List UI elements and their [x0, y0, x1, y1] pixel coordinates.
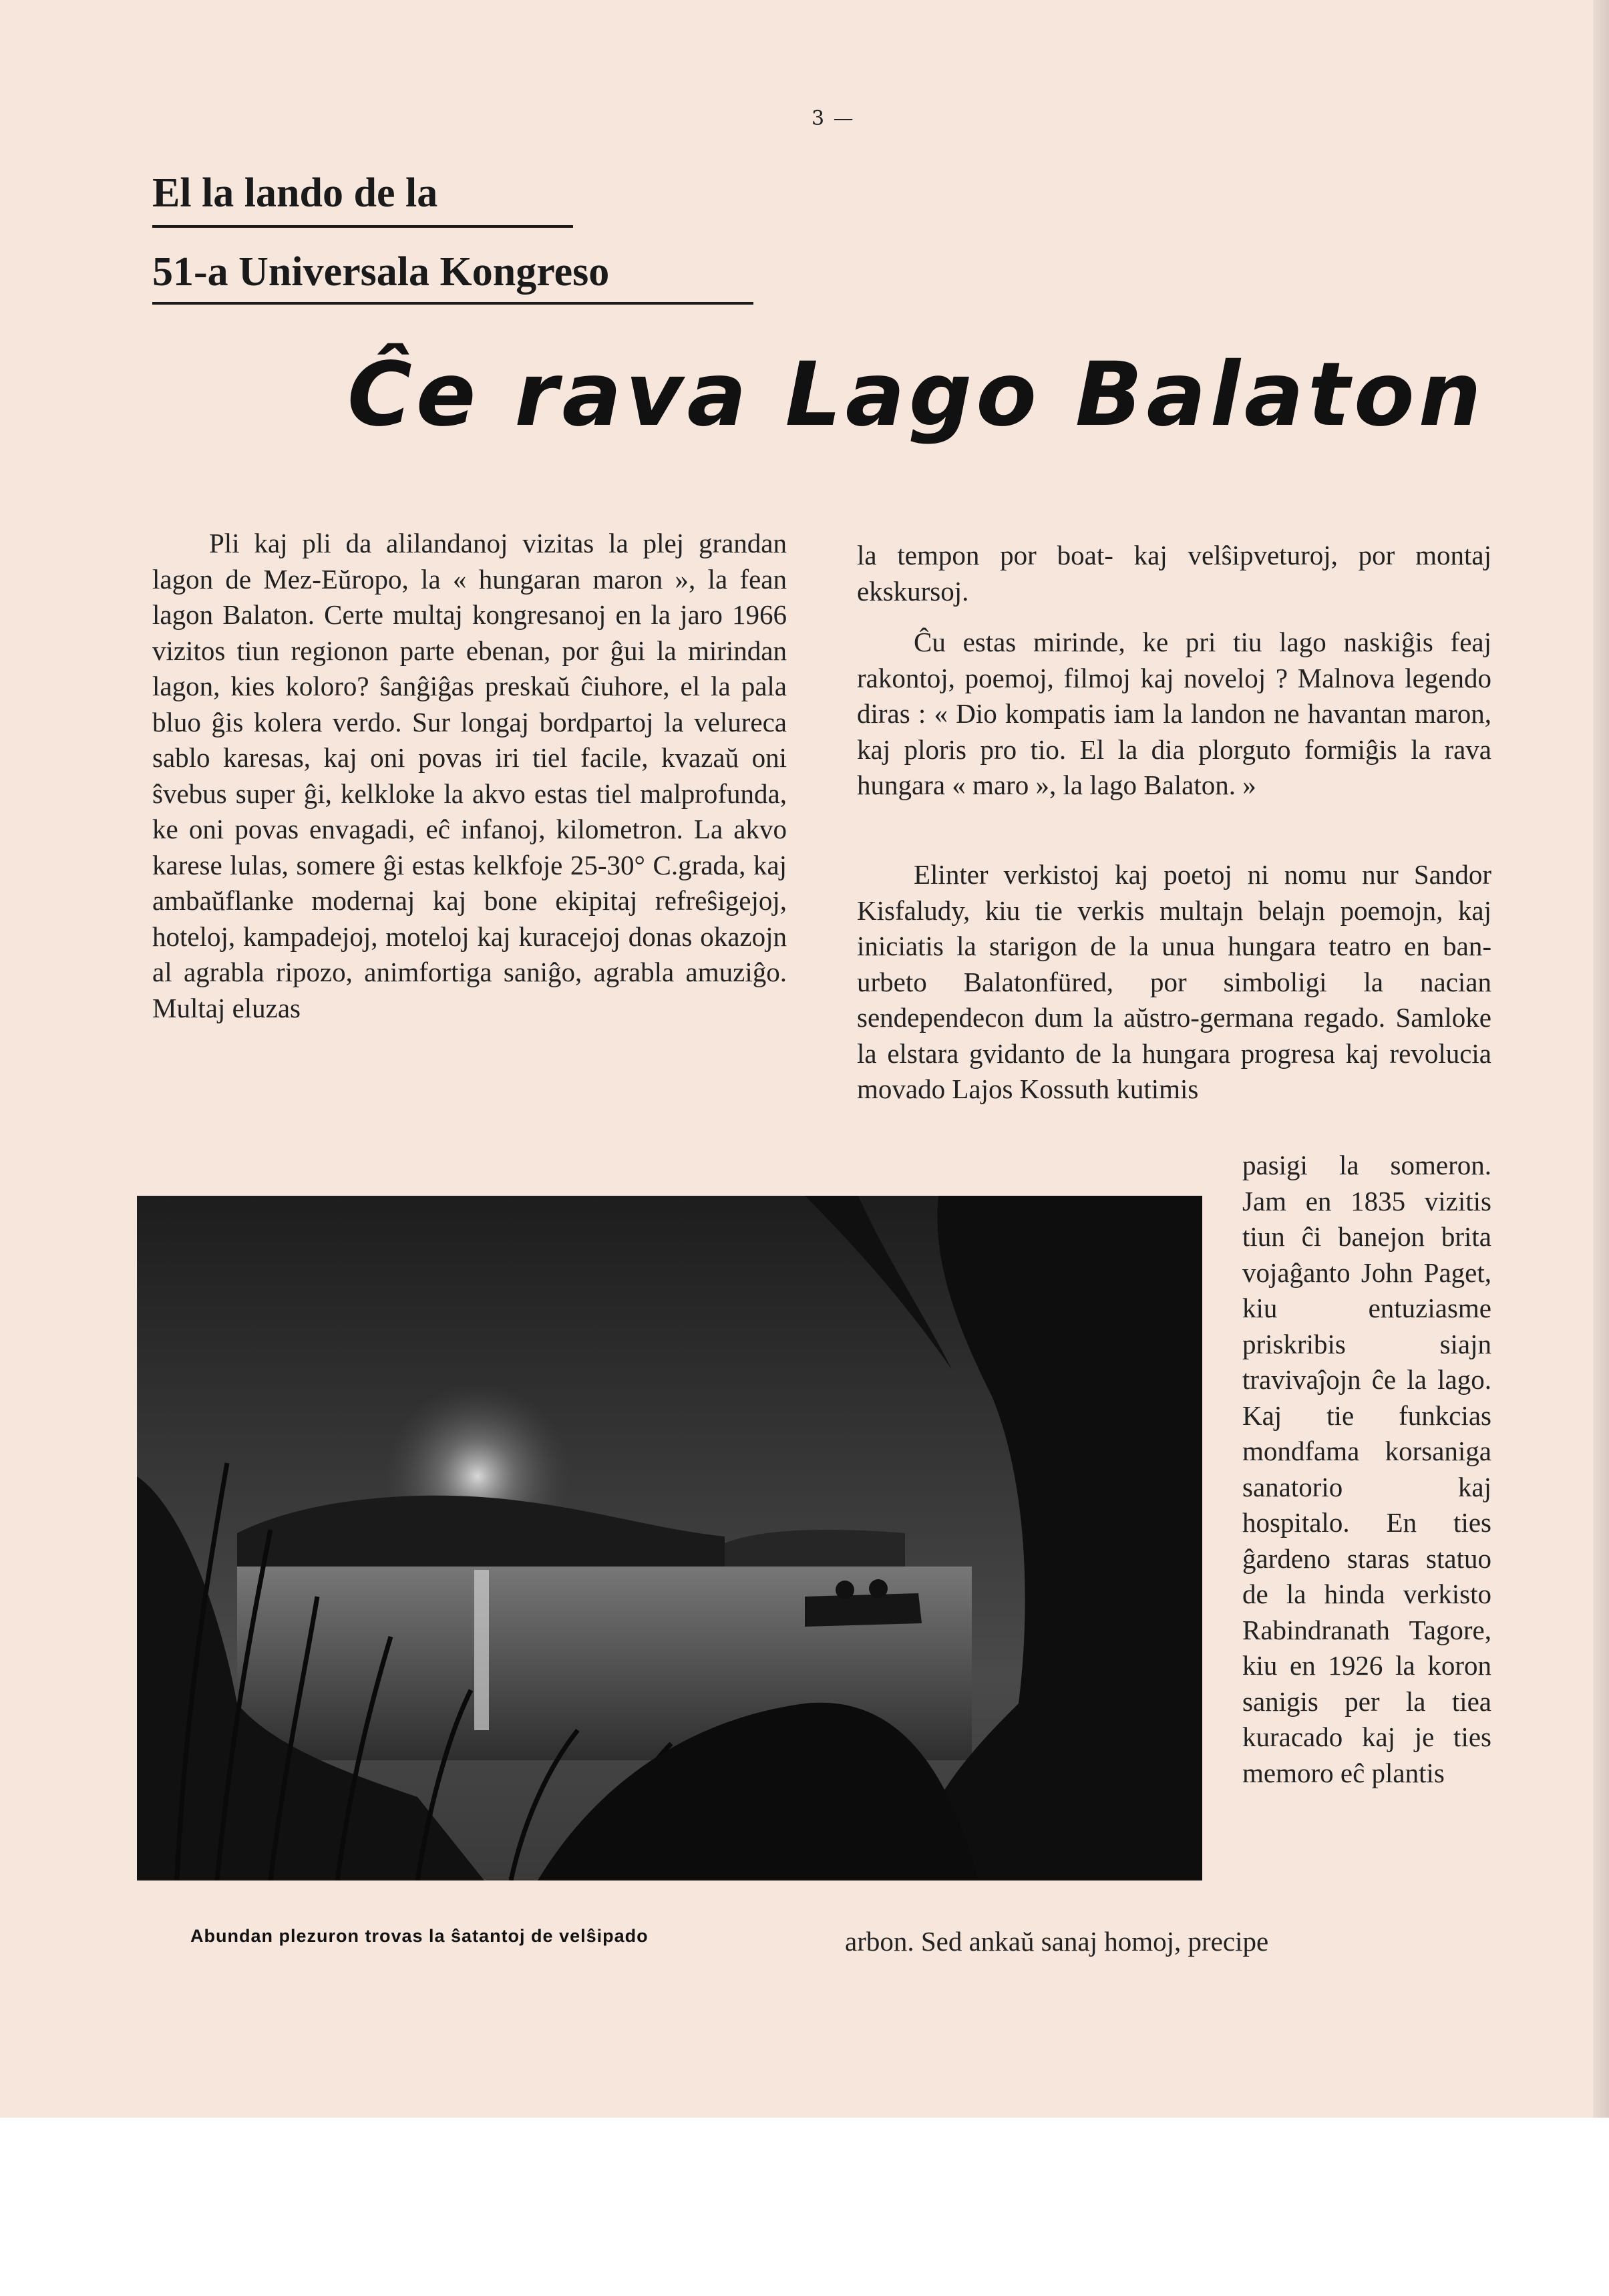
page-edge	[1593, 0, 1609, 2118]
article-headline: Ĉe rava Lago Balaton	[347, 343, 1485, 446]
article-right-paragraph-1: la tempon por boat- kaj velŝipveturoj, por montaj ekskursoj.	[857, 540, 1491, 607]
kicker-rule-2	[152, 302, 753, 305]
article-left-column: Pli kaj pli da alilandanoj vizitas la plej grandan lagon de Mez-Eŭropo, la « hungaran maron », la fean lagon Balaton. Certe multaj kongresanoj en la jaro 1966 vizitos tiun regionon parte ebenan, por ĝui la mirindan lagon, kies koloro? ŝanĝiĝas preskaŭ ĉiuhore, el la pala bluo ĝis kolera verdo. Sur longaj bordpartoj la velureca sablo karesas, kaj oni povas iri tiel facile, kvazaŭ oni ŝvebus super ĝi, kelkloke la akvo estas tiel malprofunda, ke oni povas envagadi, eĉ infanoj, kilometron. La akvo karese lulas, somere ĝi estas kelkfoje 25-30° C.grada, kaj ambaŭflanke modernaj kaj bone ekipitaj refreŝigejoj, hoteloj, kampadejoj, moteloj kaj kuracejoj donas okazojn al agrabla ripozo, animfortiga saniĝo, agrabla amuziĝo. Multaj eluzas	[152, 528, 787, 1023]
kicker-rule-1	[152, 225, 573, 228]
article-bottom-line: arbon. Sed ankaŭ sanaj homoj, precipe	[845, 1926, 1269, 1957]
lake-balaton-photo	[137, 1196, 1202, 1880]
photo-caption: Abundan plezuron trovas la ŝatantoj de velŝipado	[190, 1926, 649, 1946]
article-right-paragraph-3: Elinter verkistoj kaj poetoj ni nomu nur Sandor Kisfaludy, kiu tie verkis multajn belajn poemojn, kaj iniciatis la starigon de la unua hungara teatro en ban-urbeto Balatonfüred, por simboligi la nacian sendependecon dum la aŭstro-germana regado. Samloke la elstara gvidanto de la hungara progresa kaj revolucia movado Lajos Kossuth kutimis	[857, 859, 1491, 1104]
article-right-paragraph-2: Ĉu estas mirinde, ke pri tiu lago naskiĝis feaj rakontoj, poemoj, filmoj kaj noveloj ? Malnova legendo diras : « Dio kompatis iam la landon ne havantan maron, kaj ploris pro tio. El la dia plorguto formiĝis la rava hungara « maro », la lago Balaton. »	[857, 627, 1491, 800]
article-narrow-column: pasigi la someron. Jam en 1835 vizitis tiun ĉi banejon brita vojaĝanto John Paget, kiu entuziasme priskribis siajn travivaĵojn ĉe la lago. Kaj tie funkcias mondfama korsaniga sanatorio kaj hospitalo. En ties ĝardeno staras statuo de la hinda verkisto Rabindranath Tagore, kiu en 1926 la koron sanigis per la tiea kuracado kaj je ties memoro eĉ plantis	[1242, 1150, 1491, 1788]
page-number: 3 —	[812, 107, 855, 130]
kicker-line-1: El la lando de la	[152, 170, 438, 216]
kicker-line-2: 51-a Universala Kongreso	[152, 249, 610, 295]
